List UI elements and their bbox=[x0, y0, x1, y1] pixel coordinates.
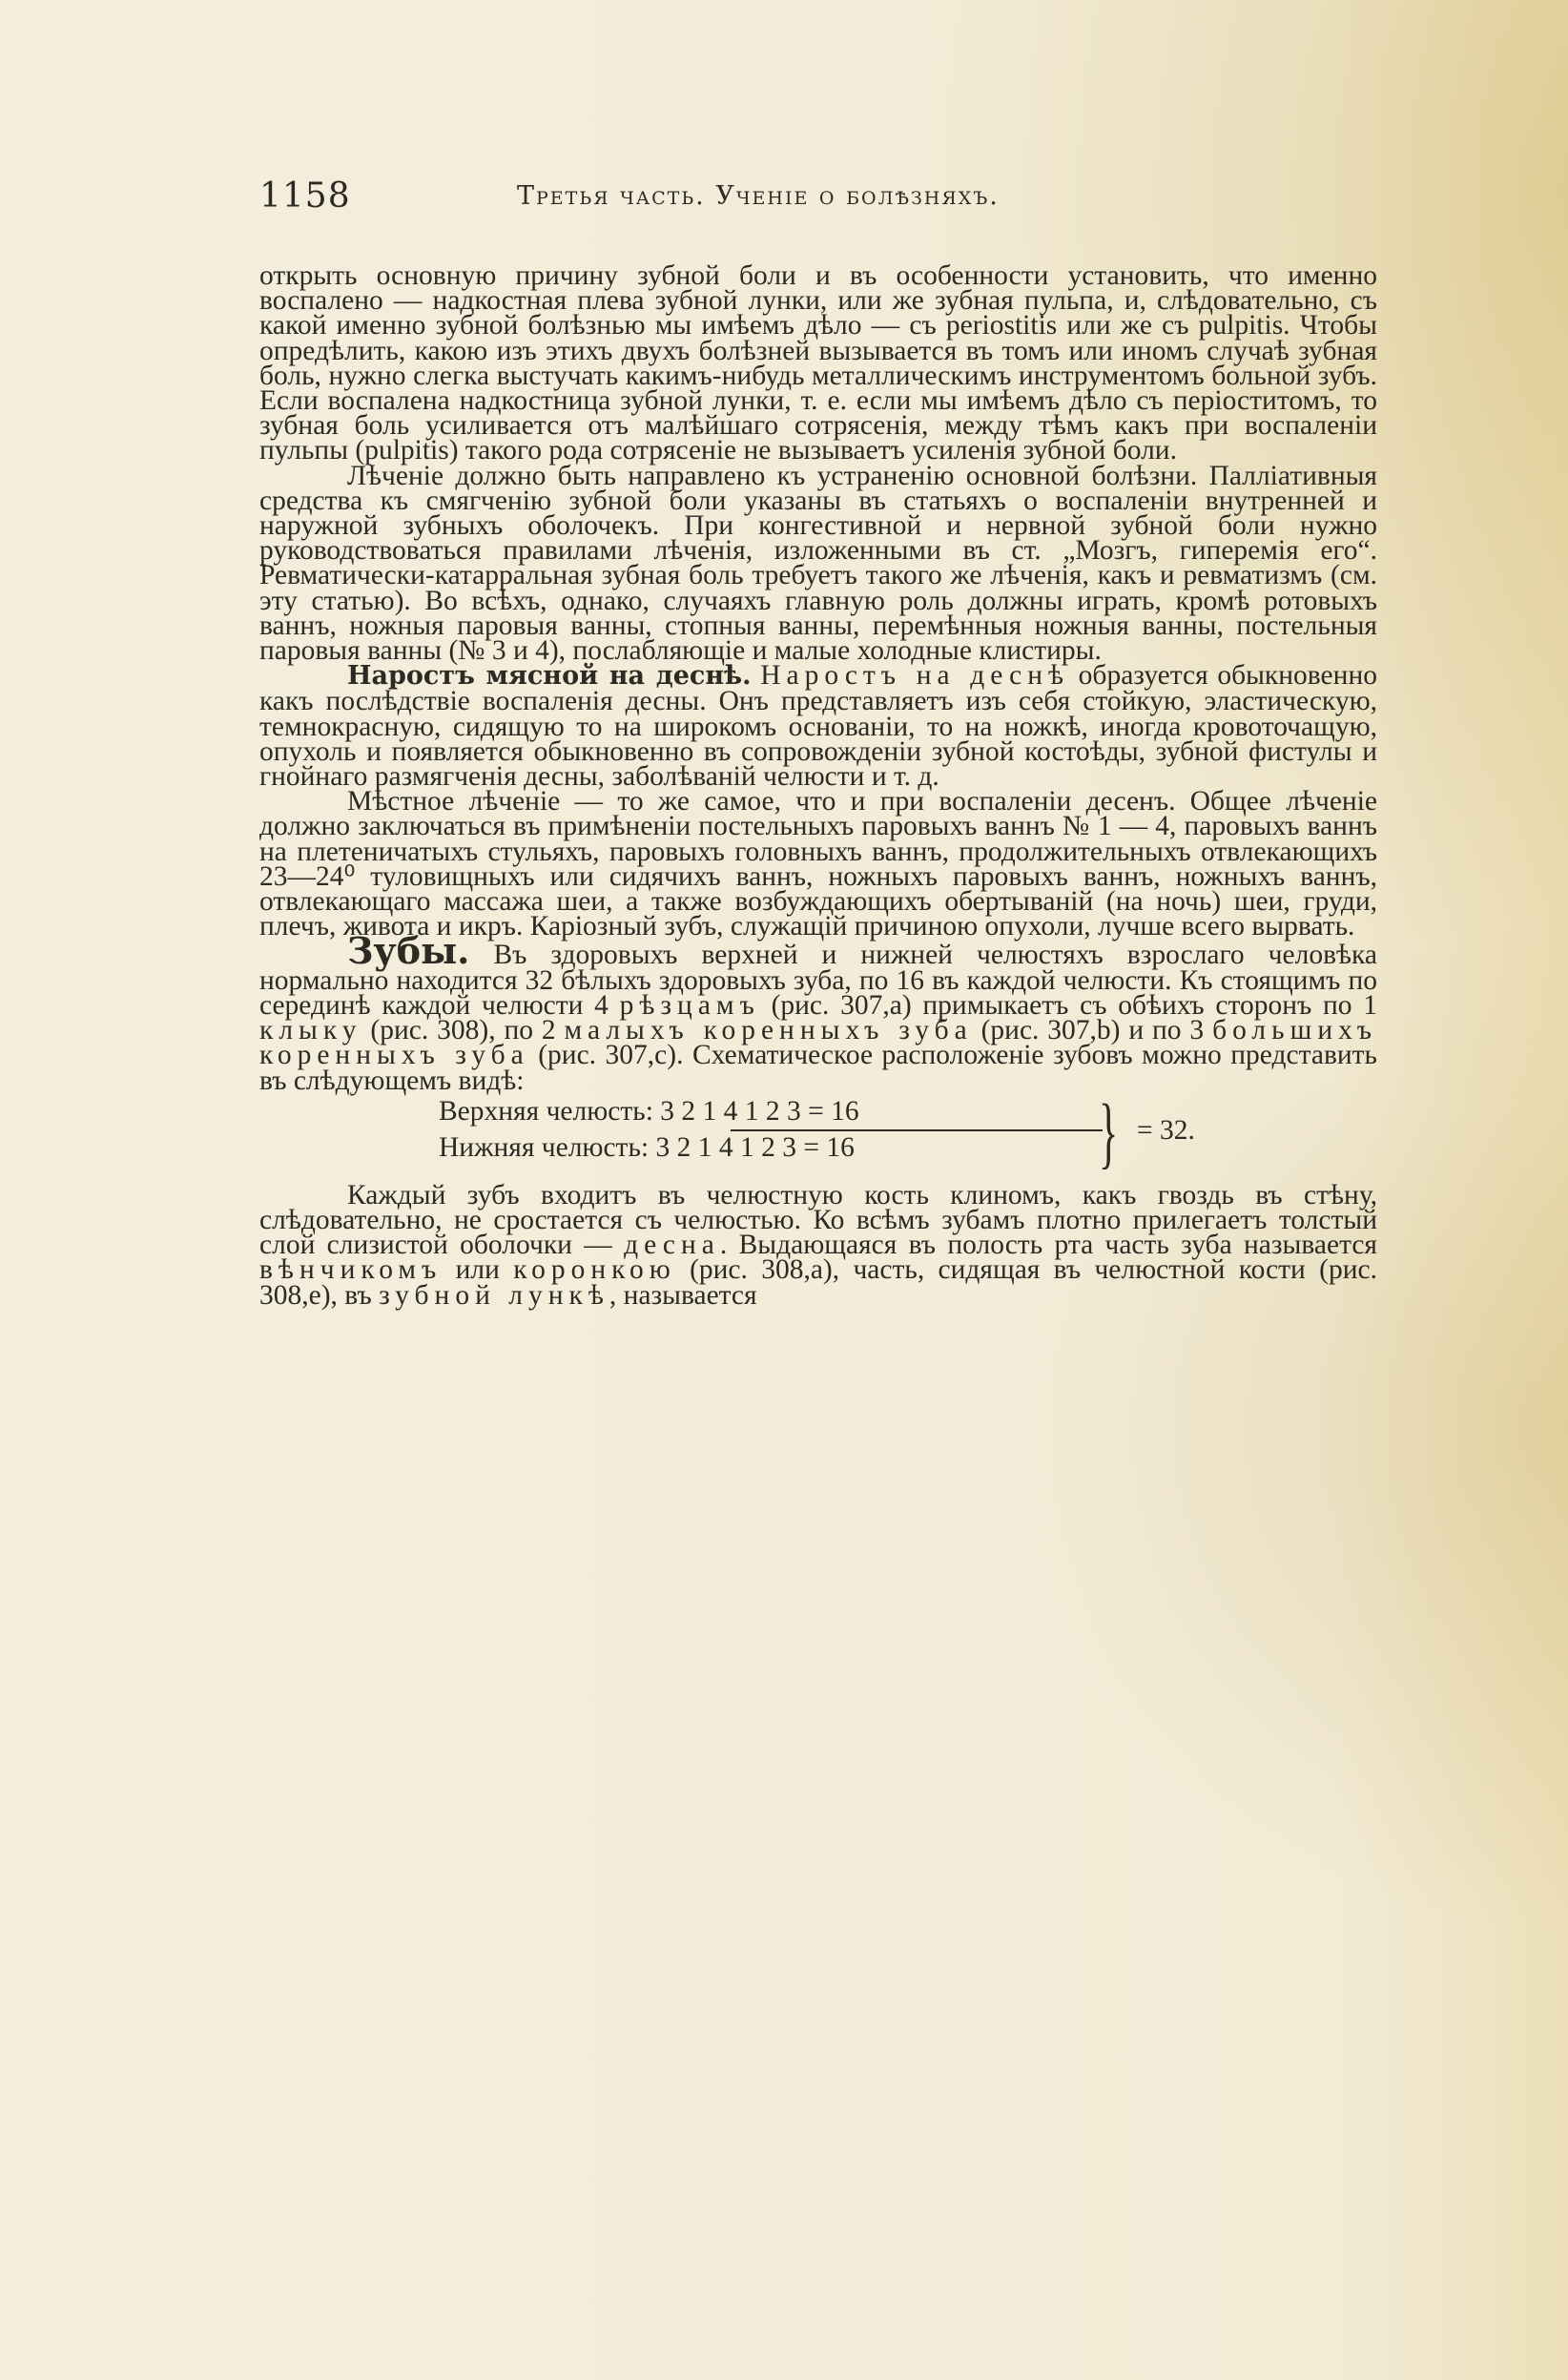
formula-brace-icon: } bbox=[1099, 1087, 1119, 1177]
paragraph-tooth-structure bbox=[259, 1179, 1377, 1311]
running-title: Третья часть. Ученіе о болѣзняхъ. bbox=[517, 181, 1000, 211]
formula-upper-row bbox=[439, 1095, 859, 1127]
paragraph-gum-growth bbox=[259, 660, 1377, 793]
spaced-term: десна bbox=[624, 1230, 720, 1261]
paragraph-text: Каждый зубъ входитъ въ челюстную кость клиномъ, какъ гвоздь въ стѣну, слѣдовательно, не сростается съ челюстью. Ко всѣмъ зубамъ плотно прилегаетъ толстый слой слизистой оболочки — bbox=[259, 1179, 1377, 1261]
formula-lower-row bbox=[439, 1131, 855, 1163]
spaced-term: зубной лункѣ bbox=[379, 1279, 609, 1311]
paragraph-text: (рис. 308), по 2 bbox=[361, 1015, 565, 1046]
section-heading-gum-growth: Наростъ мясной на деснѣ. bbox=[347, 661, 752, 692]
paragraph-local-treatment: Мѣстное лѣченіе — то же самое, что и при воспаленіи десенъ. Общее лѣченіе должно заключаться въ примѣненіи постельныхъ паровыхъ ваннъ № 1 — 4, паровыхъ ваннъ на плетеничатыхъ стульяхъ, паровыхъ головныхъ ваннъ, продолжительныхъ отвлекающихъ 23—24⁰ туловищныхъ или сидячихъ ваннъ, ножныхъ паровыхъ ваннъ, ножныхъ ваннъ, отвлекающаго массажа шеи, а также возбуждающихъ обертываній (на ночь) шеи, груди, плечъ, живота и икръ. Каріозный зубъ, служащій причиною опухоли, лучше всего вырвать. bbox=[259, 786, 1377, 942]
paragraph-treatment: Лѣченіе должно быть направлено къ устраненію основной болѣзни. Палліативныя средства къ смягченію зубной боли указаны въ статьяхъ о воспаленіи внутренней и наружной зубныхъ оболочекъ. При конгестивной и нервной зубной боли нужно руководствоваться правилами лѣченія, изложенными въ ст. „Мозгъ, гиперемія его“. Ревматически-катарральная зубная боль требуетъ такого же лѣченія, какъ и ревматизмъ (см. эту статью). Во всѣхъ, однако, случаяхъ главную роль должны играть, кромѣ ротовыхъ ваннъ, ножныя паровыя ванны, стопныя ванны, перемѣнныя ножныя ванны, постельныя паровыя ванны (№ 3 и 4), послабляющіе и малые холодные клистиры. bbox=[259, 460, 1377, 667]
paragraph-text: Въ здоровыхъ верхней и нижней челюстяхъ взрослаго человѣка нормально находится 32 бѣлыхъ здоровыхъ зуба, по 16 въ каждой челюсти. Къ стоящимъ по серединѣ каждой челюсти 4 bbox=[259, 940, 1377, 1021]
teeth-formula bbox=[259, 1087, 1377, 1179]
paragraph-text: образуется обыкновенно какъ послѣдствіе воспаленія десны. Онъ представляетъ изъ себя стойкую, эластическую, темнокрасную, сидящую то на широкомъ основаніи, то на ножкѣ, иногда кровоточащую, опухоль и появляется обыкновенно въ сопровожденіи зубной костоѣды, зубной фистулы и гнойнаго размягченія десны, заболѣваній челюсти и т. д. bbox=[259, 660, 1377, 793]
formula-upper-values: 3 2 1 4 1 2 3 = 16 bbox=[660, 1095, 859, 1127]
formula-lower-label: Нижняя челюсть: bbox=[439, 1131, 650, 1163]
spaced-term: коронкою bbox=[513, 1254, 676, 1286]
paragraph-text: . Выдающаяся въ полость рта часть зуба называется bbox=[719, 1230, 1377, 1261]
formula-total: = 32. bbox=[1137, 1114, 1195, 1146]
spaced-term: большихъ коренныхъ зуба bbox=[259, 1015, 1377, 1071]
paragraph-text: , называется bbox=[609, 1279, 757, 1311]
page-number: 1158 bbox=[259, 176, 351, 216]
paragraph-teeth bbox=[259, 929, 1378, 1096]
paragraph-text: (рис. 307,a) примыкаетъ съ обѣихъ сторонъ по 1 bbox=[759, 989, 1377, 1021]
paragraph-text: (рис. 307,c). Схематическое расположеніе зубовъ можно представить въ слѣдующемъ видѣ: bbox=[259, 1040, 1378, 1096]
formula-upper-label: Верхняя челюсть: bbox=[439, 1095, 653, 1127]
spaced-term: рѣзцамъ bbox=[619, 989, 760, 1021]
spaced-term: малыхъ коренныхъ зуба bbox=[564, 1015, 973, 1046]
book-page bbox=[259, 172, 1377, 2347]
section-heading-teeth: Зубы. bbox=[347, 929, 470, 973]
formula-lower-values: 3 2 1 4 1 2 3 = 16 bbox=[655, 1131, 855, 1163]
spaced-term: клыку bbox=[259, 1015, 362, 1046]
paragraph-text: или bbox=[442, 1254, 514, 1286]
formula-rule bbox=[731, 1129, 1103, 1131]
page-header bbox=[259, 172, 1377, 238]
spaced-term: Наростъ на деснѣ bbox=[760, 660, 1070, 692]
paragraph-text: (рис. 308,a), часть, сидящая въ челюстной кости (рис. 308,e), въ bbox=[259, 1254, 1377, 1311]
paragraph-diagnosis: открыть основную причину зубной боли и въ особенности установить, что именно воспалено — надкостная плева зубной лунки, или же зубная пульпа, и, слѣдовательно, съ какой именно зубной болѣзнью мы имѣемъ дѣло — съ periostitis или же съ pulpitis. Чтобы опредѣлить, какою изъ этихъ двухъ болѣзней вызывается въ томъ или иномъ случаѣ зубная боль, нужно слегка выстучать какимъ-нибудь металлическимъ инструментомъ больной зубъ. Если воспалена надкостница зубной лунки, т. е. если мы имѣемъ дѣло съ періоститомъ, то зубная боль усиливается отъ малѣйшаго сотрясенія, между тѣмъ какъ при воспаленіи пульпы (pulpitis) такого рода сотрясеніе не вызываетъ усиленія зубной боли. bbox=[259, 260, 1377, 466]
spaced-term: вѣнчикомъ bbox=[259, 1254, 443, 1286]
page-body bbox=[259, 260, 1378, 1311]
paragraph-text: (рис. 307,b) и по 3 bbox=[972, 1015, 1213, 1046]
